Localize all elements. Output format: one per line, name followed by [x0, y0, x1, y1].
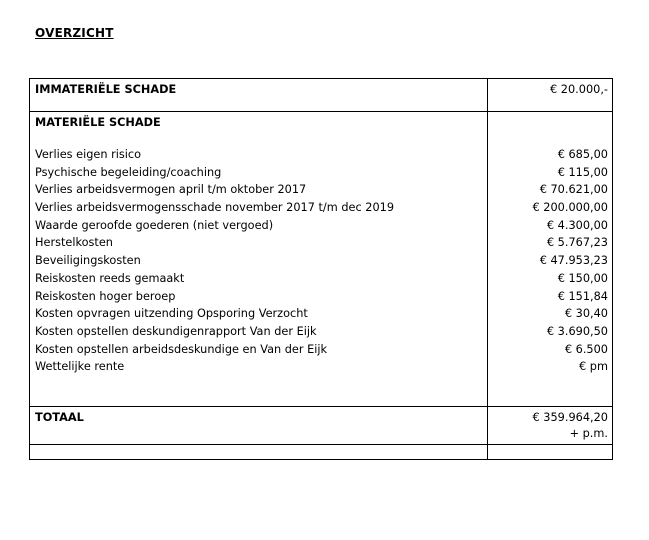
- table-row-empty: [30, 445, 613, 460]
- item-label: Reiskosten reeds gemaakt: [35, 271, 185, 285]
- item-amount: € 30,40: [564, 307, 608, 321]
- totaal-amount: € 359.964,20: [532, 411, 608, 424]
- item-label: Verlies eigen risico: [35, 148, 142, 161]
- item-label: Waarde geroofde goederen (niet vergoed): [35, 218, 274, 232]
- item-amount: € 685,00: [557, 148, 608, 161]
- item-label: Wettelijke rente: [35, 360, 125, 374]
- totaal-amount-extra: + p.m.: [569, 427, 608, 440]
- item-amount: € 151,84: [557, 289, 608, 303]
- item-amount: € 4.300,00: [546, 218, 608, 232]
- item-amount: € 5.767,23: [546, 236, 608, 250]
- item-label: Reiskosten hoger beroep: [35, 289, 176, 303]
- materieel-item-amounts: [488, 146, 613, 407]
- item-amount: € 150,00: [557, 271, 608, 285]
- table-row-materieel-items: [30, 146, 613, 407]
- item-amount: € 115,00: [557, 165, 608, 179]
- table-row-materieel-header: [30, 112, 613, 147]
- item-label: Verlies arbeidsvermogensschade november 2017 t/m dec 2019: [35, 201, 395, 215]
- page-title: OVERZICHT: [35, 26, 114, 40]
- immaterieel-amount: € 20.000,-: [488, 79, 613, 112]
- item-label: Beveiligingskosten: [35, 254, 141, 268]
- immaterieel-label: IMMATERIËLE SCHADE: [30, 79, 488, 112]
- item-amount: € 3.690,50: [546, 324, 608, 338]
- totaal-amount-cell: [488, 407, 613, 445]
- item-label: Kosten opvragen uitzending Opsporing Verzocht: [35, 307, 308, 321]
- item-label: Kosten opstellen arbeidsdeskundige en Van der Eijk: [35, 342, 328, 356]
- table-row-immaterieel: [30, 79, 613, 112]
- table-row-totaal: [30, 407, 613, 445]
- totaal-label: TOTAAL: [30, 407, 488, 445]
- item-amount: € pm: [579, 360, 608, 374]
- item-label: Verlies arbeidsvermogen april t/m oktober 2017: [35, 183, 307, 197]
- item-label: Herstelkosten: [35, 236, 113, 250]
- damage-overview-table: [29, 78, 613, 460]
- item-amount: € 47.953,23: [539, 254, 608, 268]
- item-amount: € 200.000,00: [532, 201, 608, 215]
- item-amount: € 6.500: [564, 342, 608, 356]
- item-amount: € 70.621,00: [539, 183, 608, 197]
- item-label: Psychische begeleiding/coaching: [35, 165, 222, 179]
- materieel-item-labels: [30, 146, 488, 407]
- materieel-label: MATERIËLE SCHADE: [30, 112, 488, 147]
- item-label: Kosten opstellen deskundigenrapport Van der Eijk: [35, 324, 317, 338]
